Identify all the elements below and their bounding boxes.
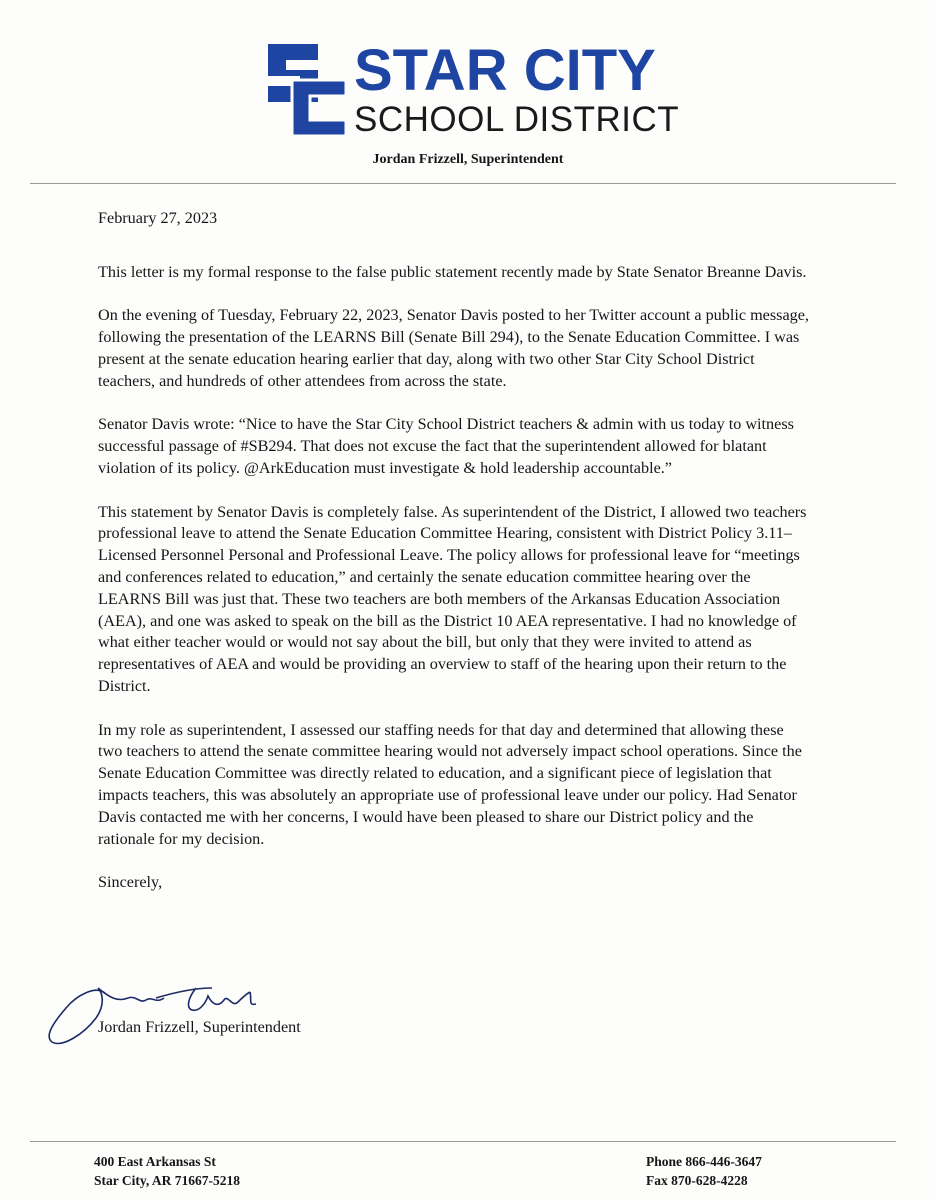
paragraph-2: On the evening of Tuesday, February 22, 2023, Senator Davis posted to her Twitter account a public message, following the presentation of the LEARNS Bill (Senate Bill 294), to the Senate Education Committee. I was present at the senate education hearing earlier that day, along with two other Star City School District teachers, and hundreds of other attendees from across the state. — [98, 306, 809, 390]
footer-contact — [646, 1152, 762, 1190]
header-divider — [30, 183, 896, 184]
address-line-1: 400 East Arkansas St — [94, 1154, 216, 1169]
signer-name: Jordan Frizzell, Superintendent — [98, 1018, 301, 1036]
address-line-2: Star City, AR 71667-5218 — [94, 1173, 241, 1188]
paragraph-3: Senator Davis wrote: “Nice to have the Star City School District teachers & admin with us today to witness successful passage of #SB294. That does not excuse the fact that the superintendent allowed for blatant violation of its policy. @ArkEducation must investigate & hold leadership accountable.” — [98, 415, 794, 477]
footer-divider — [30, 1141, 896, 1142]
letterhead-superintendent: Jordan Frizzell, Superintendent — [372, 152, 564, 167]
letter-date: February 27, 2023 — [98, 209, 218, 227]
paragraph-1: This letter is my formal response to the false public statement recently made by State Senator Breanne Davis. — [98, 262, 807, 281]
district-logo — [262, 40, 682, 140]
fax-number: Fax 870-628-4228 — [646, 1173, 748, 1188]
handwritten-signature — [36, 974, 276, 1052]
logo-subtitle: SCHOOL DISTRICT — [354, 100, 680, 139]
paragraph-4: This statement by Senator Davis is completely false. As superintendent of the District, I allowed two teachers professional leave to attend the Senate Education Committee Hearing, consistent with District Policy 3.11–Licensed Personnel Personal and Professional Leave. The policy allows for professional leave for “meetings and conferences related to education,” and certainly the senate education committee hearing over the LEARNS Bill was just that. These two teachers are both members of the Arkansas Education Association (AEA), and one was asked to speak on the bill as the District 10 AEA representative. I had no knowledge of what either teacher would or would not say about the bill, but only that they were invited to attend as representatives of AEA and would be providing an overview to staff of the hearing upon their return to the District. — [98, 502, 807, 695]
sc-monogram-icon — [262, 40, 354, 140]
letter-closing: Sincerely, — [98, 873, 163, 892]
letter-body — [98, 208, 810, 894]
footer-address — [94, 1152, 240, 1190]
paragraph-5: In my role as superintendent, I assessed our staffing needs for that day and determined that allowing these two teachers to attend the senate committee hearing would not adversely impact school operations. Since the Senate Education Committee was directly related to education, and a significant piece of legislation that impacts teachers, this was absolutely an appropriate use of professional leave under our policy. Had Senator Davis contacted me with her concerns, I would have been pleased to share our District policy and the rationale for my decision. — [98, 720, 802, 848]
logo-title: STAR CITY — [354, 38, 656, 103]
phone-number: Phone 866-446-3647 — [646, 1154, 762, 1169]
